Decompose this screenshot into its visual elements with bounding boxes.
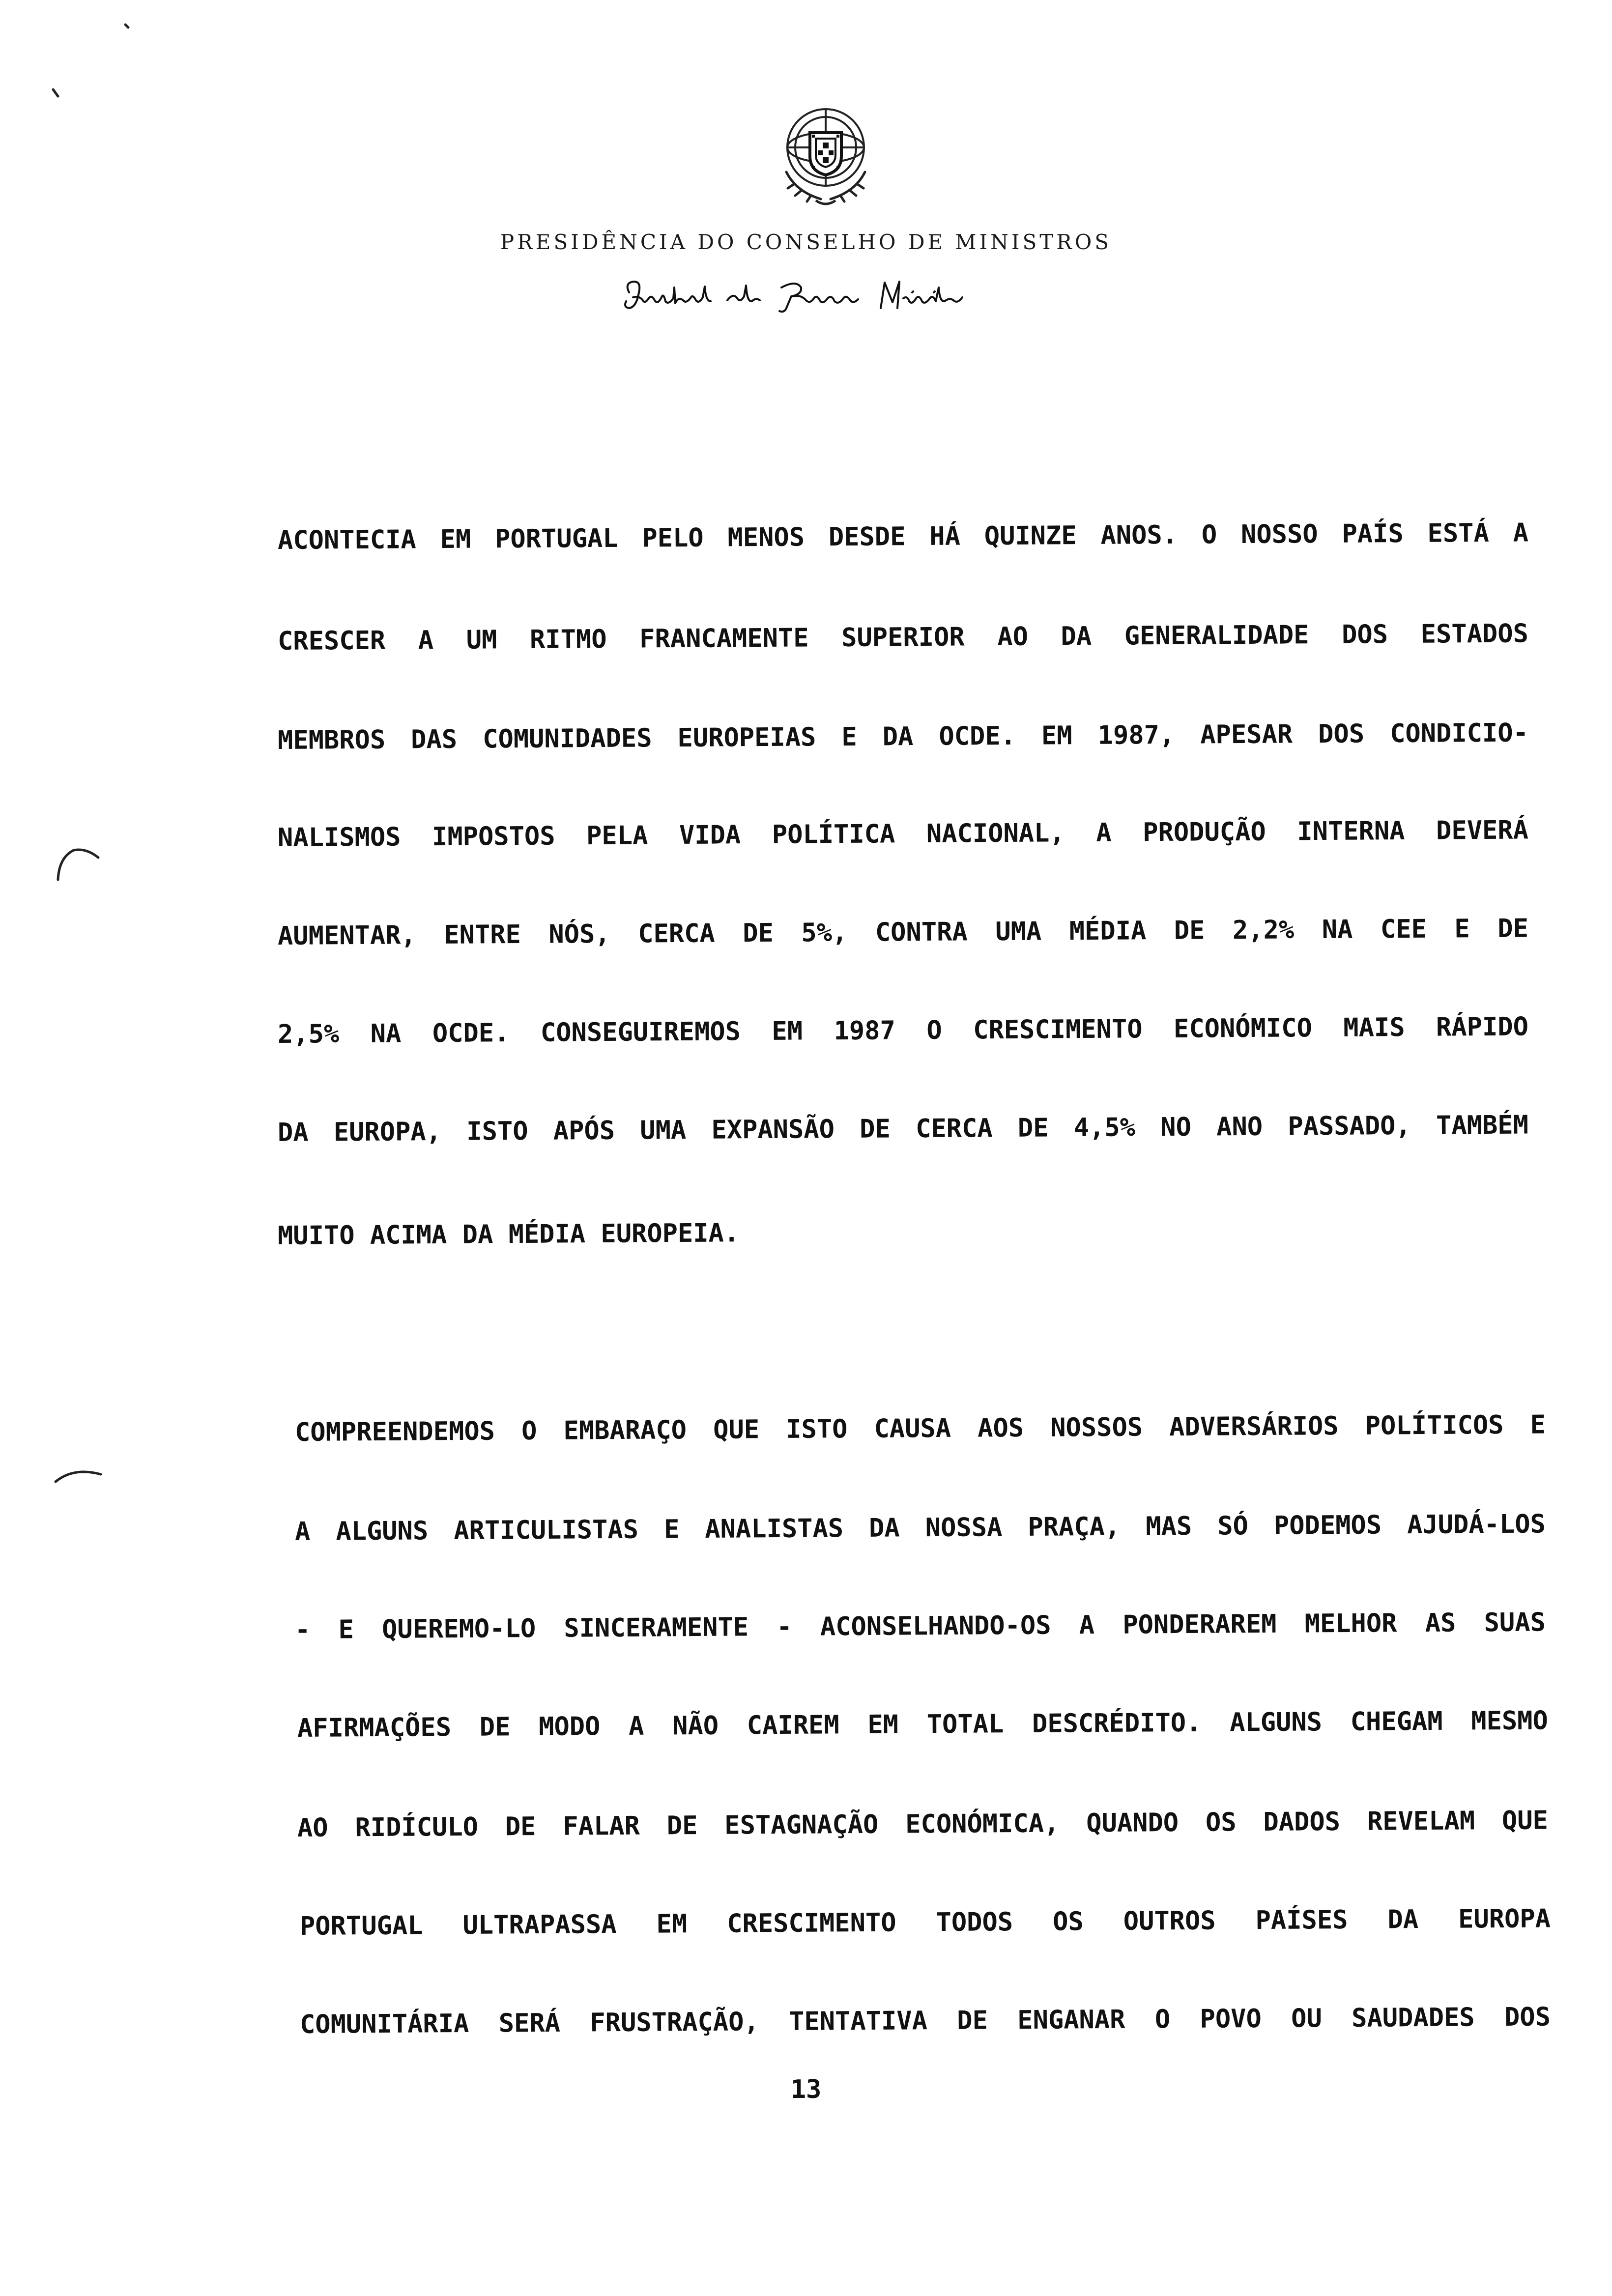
word: A xyxy=(1096,818,1112,848)
word: PAÍSES xyxy=(1255,1905,1348,1936)
word: APÓS xyxy=(553,1116,615,1146)
word: DAS xyxy=(411,724,458,755)
word: 5%, xyxy=(801,918,848,948)
word: VIDA xyxy=(679,820,741,851)
scan-speck xyxy=(53,89,58,96)
word: NA xyxy=(1322,915,1353,945)
word: UMA xyxy=(640,1115,687,1146)
body-line xyxy=(278,516,1528,558)
word: DOS xyxy=(1504,2002,1551,2033)
word: MELHOR xyxy=(1304,1608,1397,1639)
word: ULTRAPASSA xyxy=(462,1910,617,1940)
word: CONSEGUIREMOS xyxy=(540,1017,741,1048)
word: SÓ xyxy=(1217,1511,1249,1541)
word: COMPREENDEMOS xyxy=(294,1416,495,1447)
word: CAIREM xyxy=(747,1710,839,1741)
word: CERCA xyxy=(915,1114,993,1144)
word: TENTATIVA xyxy=(788,2006,928,2037)
word: DA xyxy=(1061,621,1092,652)
word: EM xyxy=(867,1710,899,1740)
word: E xyxy=(338,1615,354,1645)
word: DESCRÉDITO. xyxy=(1032,1708,1202,1739)
word: DOS xyxy=(1341,620,1388,650)
word: DE xyxy=(957,2006,988,2036)
word: IMPOSTOS xyxy=(432,821,555,852)
word: DADOS xyxy=(1263,1807,1341,1837)
word: A xyxy=(1513,518,1529,548)
coat-of-arms-icon xyxy=(767,98,885,216)
body-line xyxy=(278,1108,1528,1150)
word: ACONSELHANDO-OS xyxy=(820,1610,1051,1642)
margin-mark xyxy=(56,1472,101,1482)
word: POLÍTICA xyxy=(772,819,895,850)
word: GENERALIDADE xyxy=(1124,620,1309,651)
word: CONDICIO- xyxy=(1389,718,1529,749)
body-line xyxy=(278,1009,1528,1052)
word: DE xyxy=(505,1812,536,1842)
word: SERÁ xyxy=(498,2008,561,2038)
word: MENOS xyxy=(727,522,805,553)
body-line xyxy=(295,1507,1546,1549)
word: UMA xyxy=(995,917,1042,947)
institution-header: PRESIDÊNCIA DO CONSELHO DE MINISTROS xyxy=(500,230,1112,254)
body-line xyxy=(278,911,1528,953)
body-line xyxy=(295,1407,1546,1450)
word: MEMBROS xyxy=(277,725,386,755)
word: NOSSO xyxy=(1240,519,1318,550)
word: UM xyxy=(466,625,497,655)
word: ECONÓMICA, xyxy=(905,1808,1060,1839)
word: DA xyxy=(868,1513,900,1543)
word: PONDERAREM xyxy=(1123,1609,1277,1640)
word: CRESCIMENTO xyxy=(727,1908,896,1939)
word: PASSADO, xyxy=(1288,1111,1411,1142)
word: EM xyxy=(1041,721,1072,751)
word: ECONÓMICO xyxy=(1173,1013,1312,1044)
word: ISTO xyxy=(466,1116,528,1147)
word: SUPERIOR xyxy=(841,622,965,653)
word: DA xyxy=(277,1118,309,1148)
word: NA xyxy=(370,1019,402,1049)
word: EUROPEIAS xyxy=(677,722,816,753)
word: EM xyxy=(440,524,471,554)
word: AJUDÁ-LOS xyxy=(1407,1509,1546,1540)
word: PODEMOS xyxy=(1273,1510,1382,1541)
word: QUE xyxy=(1501,1806,1549,1836)
word: ALGUNS xyxy=(1229,1707,1323,1738)
scan-speck xyxy=(125,25,128,28)
word: 1987 xyxy=(834,1016,896,1046)
body-line xyxy=(278,1211,1528,1253)
word: DE xyxy=(479,1712,511,1742)
word: ENGANAR xyxy=(1017,2005,1125,2036)
word: ANALISTAS xyxy=(705,1514,844,1544)
body-line xyxy=(278,716,1528,758)
body-line xyxy=(300,1901,1551,1944)
word: CHEGAM xyxy=(1350,1706,1443,1737)
word: QUEREMO-LO xyxy=(381,1614,536,1644)
word: EUROPA, xyxy=(333,1117,442,1148)
word: E xyxy=(1530,1410,1546,1440)
word: HÁ xyxy=(929,521,961,551)
word: NÃO xyxy=(672,1711,719,1741)
word: COMUNITÁRIA xyxy=(299,2009,469,2039)
word: MÉDIA xyxy=(1069,916,1147,947)
body-line xyxy=(278,616,1528,659)
body-line xyxy=(278,813,1528,855)
word: ESTADOS xyxy=(1420,619,1529,649)
word: RITMO xyxy=(529,624,607,655)
word: ENTRE xyxy=(444,919,521,950)
word: 2,5% xyxy=(277,1019,340,1049)
word: PELA xyxy=(586,821,648,851)
word: NOSSOS xyxy=(1050,1412,1143,1443)
word: DEVERÁ xyxy=(1436,815,1529,846)
word: ALGUNS xyxy=(336,1516,429,1547)
word: NACIONAL, xyxy=(926,818,1065,849)
word: EM xyxy=(772,1016,803,1046)
word: DE xyxy=(1174,916,1205,946)
word: OUTROS xyxy=(1123,1906,1216,1936)
word: SINCERAMENTE xyxy=(564,1612,749,1643)
word: INTERNA xyxy=(1297,816,1405,847)
word: EM xyxy=(656,1909,688,1939)
word: CONTRA xyxy=(875,917,968,947)
word: DA xyxy=(1387,1905,1419,1935)
word: DE xyxy=(1497,914,1529,944)
line-text: MUITO ACIMA DA MÉDIA EUROPEIA. xyxy=(277,1218,740,1251)
word: ESTÁ xyxy=(1427,518,1489,548)
word: ESTAGNAÇÃO xyxy=(724,1809,879,1840)
word: RIDÍCULO xyxy=(355,1812,479,1843)
word: DA xyxy=(882,722,914,752)
word: O xyxy=(1201,520,1217,550)
word: TODOS xyxy=(936,1907,1013,1938)
word: FRANCAMENTE xyxy=(639,623,809,654)
word: DE xyxy=(666,1811,698,1841)
word: CRESCIMENTO xyxy=(973,1014,1143,1045)
word: CEE xyxy=(1380,914,1427,945)
word: POLÍTICOS xyxy=(1365,1410,1504,1441)
word: DOS xyxy=(1318,719,1365,749)
word: ANOS. xyxy=(1100,520,1178,550)
word: ACONTECIA xyxy=(277,525,416,555)
word: CRESCER xyxy=(277,626,386,656)
word: - xyxy=(294,1615,311,1645)
word: EUROPA xyxy=(1458,1904,1551,1934)
word: QUANDO xyxy=(1086,1808,1179,1838)
word: ADVERSÁRIOS xyxy=(1169,1411,1339,1442)
body-line xyxy=(300,2000,1551,2042)
word: RÁPIDO xyxy=(1436,1012,1529,1042)
word: MAS xyxy=(1146,1511,1192,1542)
word: PRAÇA, xyxy=(1028,1512,1121,1542)
word: OS xyxy=(1052,1907,1084,1937)
word: AFIRMAÇÕES xyxy=(297,1713,452,1743)
word: OCDE. xyxy=(432,1018,510,1049)
word: MESMO xyxy=(1471,1706,1549,1736)
word: SUAS xyxy=(1484,1607,1546,1638)
word: O xyxy=(926,1015,942,1045)
word: E xyxy=(1454,914,1470,944)
word: FALAR xyxy=(563,1811,640,1841)
word: SAUDADES xyxy=(1351,2003,1475,2033)
word: A xyxy=(294,1517,311,1547)
word: OCDE. xyxy=(939,721,1016,751)
word: AO xyxy=(297,1813,328,1843)
word: NÓS, xyxy=(548,919,610,949)
word: AUMENTAR, xyxy=(277,920,416,951)
word: APESAR xyxy=(1200,719,1293,750)
word: AO xyxy=(997,622,1029,652)
word: TOTAL xyxy=(926,1709,1004,1740)
word: A xyxy=(418,626,434,656)
word: PAÍS xyxy=(1342,519,1404,549)
body-line xyxy=(297,1703,1548,1746)
word: O xyxy=(521,1416,537,1446)
word: CAUSA xyxy=(874,1413,951,1444)
word: MAIS xyxy=(1343,1012,1405,1043)
word: ANO xyxy=(1216,1112,1263,1142)
word: AS xyxy=(1425,1608,1456,1638)
word: 1987, xyxy=(1097,720,1175,750)
word: POVO xyxy=(1200,2004,1262,2034)
handwritten-office-name xyxy=(619,273,1008,317)
word: OU xyxy=(1291,2004,1322,2034)
word: MODO xyxy=(538,1712,601,1742)
word: COMUNIDADES xyxy=(482,723,652,754)
word: PORTUGAL xyxy=(299,1911,423,1941)
word: DE xyxy=(743,918,774,948)
word: EXPANSÃO xyxy=(711,1115,835,1145)
body-line xyxy=(297,1803,1548,1845)
word: A xyxy=(1079,1610,1095,1640)
word: ISTO xyxy=(785,1414,848,1444)
word: NALISMOS xyxy=(277,822,401,853)
word: NO xyxy=(1160,1112,1192,1143)
word: 2,2% xyxy=(1232,915,1295,946)
word: QUINZE xyxy=(984,521,1077,551)
word: NOSSA xyxy=(925,1513,1003,1543)
word: PRODUÇÃO xyxy=(1143,817,1266,848)
body-line xyxy=(295,1605,1546,1647)
word: PELO xyxy=(642,523,704,553)
word: QUE xyxy=(713,1415,760,1445)
word: A xyxy=(628,1711,644,1741)
word: DE xyxy=(860,1114,891,1144)
word: CERCA xyxy=(637,918,715,949)
word: TAMBÉM xyxy=(1436,1110,1529,1141)
word: AOS xyxy=(978,1413,1024,1443)
margin-mark xyxy=(58,850,98,880)
word: DE xyxy=(1017,1113,1049,1143)
word: - xyxy=(777,1612,792,1642)
page-number: 13 xyxy=(790,2075,822,2104)
word: PORTUGAL xyxy=(494,523,618,554)
word: O xyxy=(1154,2005,1171,2035)
word: REVELAM xyxy=(1367,1806,1475,1837)
word: E xyxy=(841,722,857,752)
word: FRUSTRAÇÃO, xyxy=(590,2007,759,2038)
word: EMBARAÇO xyxy=(563,1415,687,1446)
word: E xyxy=(663,1515,680,1545)
word: 4,5% xyxy=(1073,1113,1136,1143)
word: ARTICULISTAS xyxy=(454,1515,639,1546)
word: OS xyxy=(1205,1808,1237,1837)
word: DESDE xyxy=(828,522,906,552)
